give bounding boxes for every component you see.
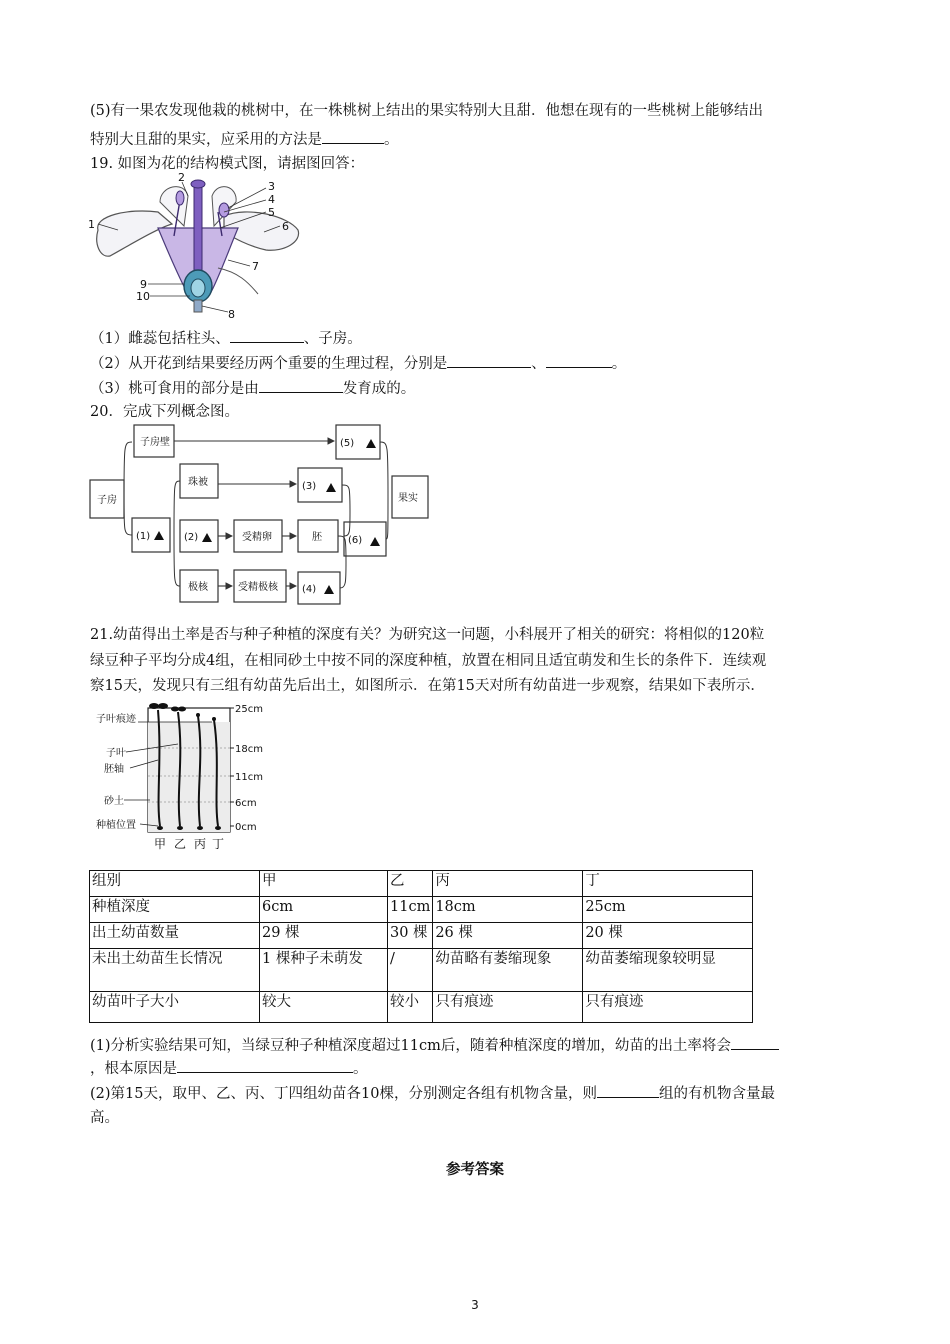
q21-s2-line2 — [90, 1107, 870, 1129]
leaf-jia-right — [158, 703, 168, 709]
depth-label-25: 25cm — [235, 704, 263, 715]
pistil-style — [194, 186, 202, 274]
node-zifangbi-label: 子房壁 — [140, 437, 170, 448]
q21-s1-line1 — [90, 1034, 870, 1057]
table-cell: 6cm — [260, 897, 388, 923]
label-hypocotyl: 胚轴 — [104, 764, 124, 775]
leaf-bing-trace — [196, 713, 200, 717]
q19-p3 — [90, 377, 870, 400]
q20-stem — [90, 401, 870, 423]
node-5-label: (5) — [340, 438, 355, 449]
table-cell: 25cm — [583, 897, 753, 923]
q18-5-text2a: 特别大且甜的果实，应采用的方法是 — [90, 132, 322, 148]
leaf-yi-right — [178, 707, 186, 712]
node-shoujingjihe-label: 受精极核 — [238, 582, 278, 593]
table-cell: 甲 — [260, 871, 388, 897]
q21-s1-text-a: (1)分析实验结果可知，当绿豆种子种植深度超过11cm后，随着种植深度的增加，幼苗的出土率将会 — [90, 1038, 731, 1054]
q19-p3-text-b: 发育成的。 — [342, 381, 416, 397]
q18-5-text1: (5)有一果农发现他栽的桃树中，在一株桃树上结出的果实特别大且甜．他想在现有的一些桃树上能够结出 — [90, 103, 764, 119]
answer-blank[interactable] — [597, 1082, 659, 1098]
table-cell: 幼苗叶子大小 — [90, 992, 260, 1023]
table-cell: 未出土幼苗生长情况 — [90, 949, 260, 992]
table-cell: 1 棵种子未萌发 — [260, 949, 388, 992]
flower-label-7: 7 — [252, 260, 259, 273]
answer-blank[interactable] — [230, 327, 304, 343]
flower-label-1: 1 — [88, 218, 95, 231]
q19-p1-text-b: 、子房。 — [303, 331, 362, 347]
q21-line3 — [90, 675, 870, 697]
flower-stalk — [194, 300, 202, 312]
q21-s2-text-a: (2)第15天，取甲、乙、丙、丁四组幼苗各10棵，分别测定各组有机物含量，则 — [90, 1086, 597, 1102]
table-cell: 20 棵 — [583, 923, 753, 949]
leaf-jia-left — [149, 703, 159, 709]
seedling-jia — [158, 710, 160, 826]
flower-label-5: 5 — [268, 206, 275, 219]
q21-line2 — [90, 650, 870, 672]
node-6-label: (6) — [348, 535, 363, 546]
table-cell: 组别 — [90, 871, 260, 897]
node-pei-label: 胚 — [312, 532, 322, 543]
depth-label-6: 6cm — [235, 798, 257, 809]
group-label-yi: 乙 — [174, 837, 187, 851]
anther-right — [219, 203, 229, 217]
table-row — [90, 871, 753, 897]
q20-stem-text: 20．完成下列概念图。 — [90, 404, 239, 420]
q21-line1 — [90, 624, 870, 646]
flower-label-9: 9 — [140, 278, 147, 291]
q21-s1-line2 — [90, 1057, 870, 1080]
node-3-label: (3) — [302, 481, 317, 492]
node-zhupi-label: 珠被 — [188, 477, 208, 488]
q21-s2-text-b: 组的有机物含量最 — [658, 1086, 775, 1102]
flower-label-6: 6 — [282, 220, 289, 233]
group-label-bing: 丙 — [194, 837, 207, 851]
depth-label-18: 18cm — [235, 744, 263, 755]
table-cell: 种植深度 — [90, 897, 260, 923]
table-cell: / — [388, 949, 433, 992]
table-cell: 11cm — [388, 897, 433, 923]
group-label-jia: 甲 — [154, 837, 167, 851]
table-cell: 较大 — [260, 992, 388, 1023]
label-cotyledon-trace: 子叶痕迹 — [96, 714, 136, 725]
table-cell: 乙 — [388, 871, 433, 897]
q19-p2-text-c: 。 — [611, 356, 627, 372]
node-2-label: (2) — [184, 532, 199, 543]
anther-left — [176, 191, 184, 205]
seed-ding — [215, 826, 221, 830]
table-row — [90, 923, 753, 949]
depth-label-11: 11cm — [235, 772, 263, 783]
answer-section-title: 参考答案 — [446, 1161, 504, 1178]
q19-p2 — [90, 352, 870, 375]
table-cell: 丙 — [433, 871, 583, 897]
table-cell: 出土幼苗数量 — [90, 923, 260, 949]
table-cell: 较小 — [388, 992, 433, 1023]
answer-blank[interactable] — [546, 352, 612, 368]
answer-blank[interactable] — [322, 128, 384, 144]
table-row — [90, 992, 753, 1023]
q21-text3: 察15天，发现只有三组有幼苗先后出土，如图所示．在第15天对所有幼苗进一步观察，结果如下表所示． — [90, 678, 765, 694]
q21-s1-text-c: 。 — [353, 1061, 368, 1077]
q18-5-line1 — [90, 100, 870, 122]
q19-p1 — [90, 327, 870, 350]
q21-s2-text-c: 高。 — [90, 1110, 119, 1126]
table-cell: 丁 — [583, 871, 753, 897]
table-cell: 30 棵 — [388, 923, 433, 949]
q19-p1-text-a: （1）雌蕊包括柱头、 — [90, 331, 230, 347]
table-row — [90, 949, 753, 992]
flower-structure-diagram — [88, 172, 310, 320]
q21-text1: 21.幼苗得出土率是否与种子种植的深度有关？为研究这一问题，小科展开了相关的研究：将相似的120粒 — [90, 627, 765, 643]
q19-stem-text: 19. 如图为花的结构模式图，请据图回答： — [90, 156, 365, 172]
node-4-label: (4) — [302, 584, 317, 595]
results-table — [89, 870, 753, 1023]
node-jihe-label: 极核 — [188, 582, 208, 593]
q19-p3-text-a: （3）桃可食用的部分是由 — [90, 381, 259, 397]
q19-p2-text-b: 、 — [531, 356, 546, 372]
flower-label-3: 3 — [268, 180, 275, 193]
node-1-label: (1) — [136, 531, 151, 542]
table-cell: 26 棵 — [433, 923, 583, 949]
table-cell: 只有痕迹 — [433, 992, 583, 1023]
seed-jia — [157, 826, 163, 830]
seed-yi — [177, 826, 183, 830]
table-cell: 18cm — [433, 897, 583, 923]
flower-label-4: 4 — [268, 193, 275, 206]
flower-label-10: 10 — [136, 290, 150, 303]
seedling-depth-figure — [96, 700, 266, 854]
ovule — [191, 279, 205, 297]
q18-5-text2b: 。 — [384, 132, 399, 148]
page-number: 3 — [471, 1298, 479, 1312]
concept-map — [88, 422, 433, 608]
q18-5-line2 — [90, 128, 870, 151]
q19-p2-text-a: （2）从开花到结果要经历两个重要的生理过程，分别是 — [90, 356, 448, 372]
depth-label-0: 0cm — [235, 822, 257, 833]
q21-s2-line1 — [90, 1082, 870, 1105]
flower-label-8: 8 — [228, 308, 235, 320]
answer-blank[interactable] — [731, 1034, 779, 1050]
label-cotyledon: 子叶 — [106, 748, 126, 759]
answer-blank[interactable] — [447, 352, 531, 368]
node-shoujingluan-label: 受精卵 — [242, 532, 272, 543]
leaf-ding-trace — [212, 717, 216, 721]
leaf-yi-left — [171, 707, 179, 712]
q21-text2: 绿豆种子平均分成4组，在相同砂土中按不同的深度种植，放置在相同且适宜萌发和生长的条件下．连续观 — [90, 653, 767, 669]
q21-s1-text-b: ，根本原因是 — [90, 1061, 177, 1077]
answer-blank[interactable] — [177, 1057, 353, 1073]
table-cell: 幼苗略有萎缩现象 — [433, 949, 583, 992]
label-planting-position: 种植位置 — [96, 820, 136, 831]
answer-blank[interactable] — [259, 377, 343, 393]
table-cell: 只有痕迹 — [583, 992, 753, 1023]
table-row — [90, 897, 753, 923]
node-guoshi-label: 果实 — [398, 493, 418, 504]
node-zifang-label: 子房 — [97, 495, 117, 506]
group-label-ding: 丁 — [212, 837, 225, 851]
table-cell: 幼苗萎缩现象较明显 — [583, 949, 753, 992]
label-sand: 砂土 — [104, 796, 124, 807]
flower-label-2: 2 — [178, 172, 185, 184]
stigma — [191, 180, 205, 188]
table-cell: 29 棵 — [260, 923, 388, 949]
seed-bing — [197, 826, 203, 830]
